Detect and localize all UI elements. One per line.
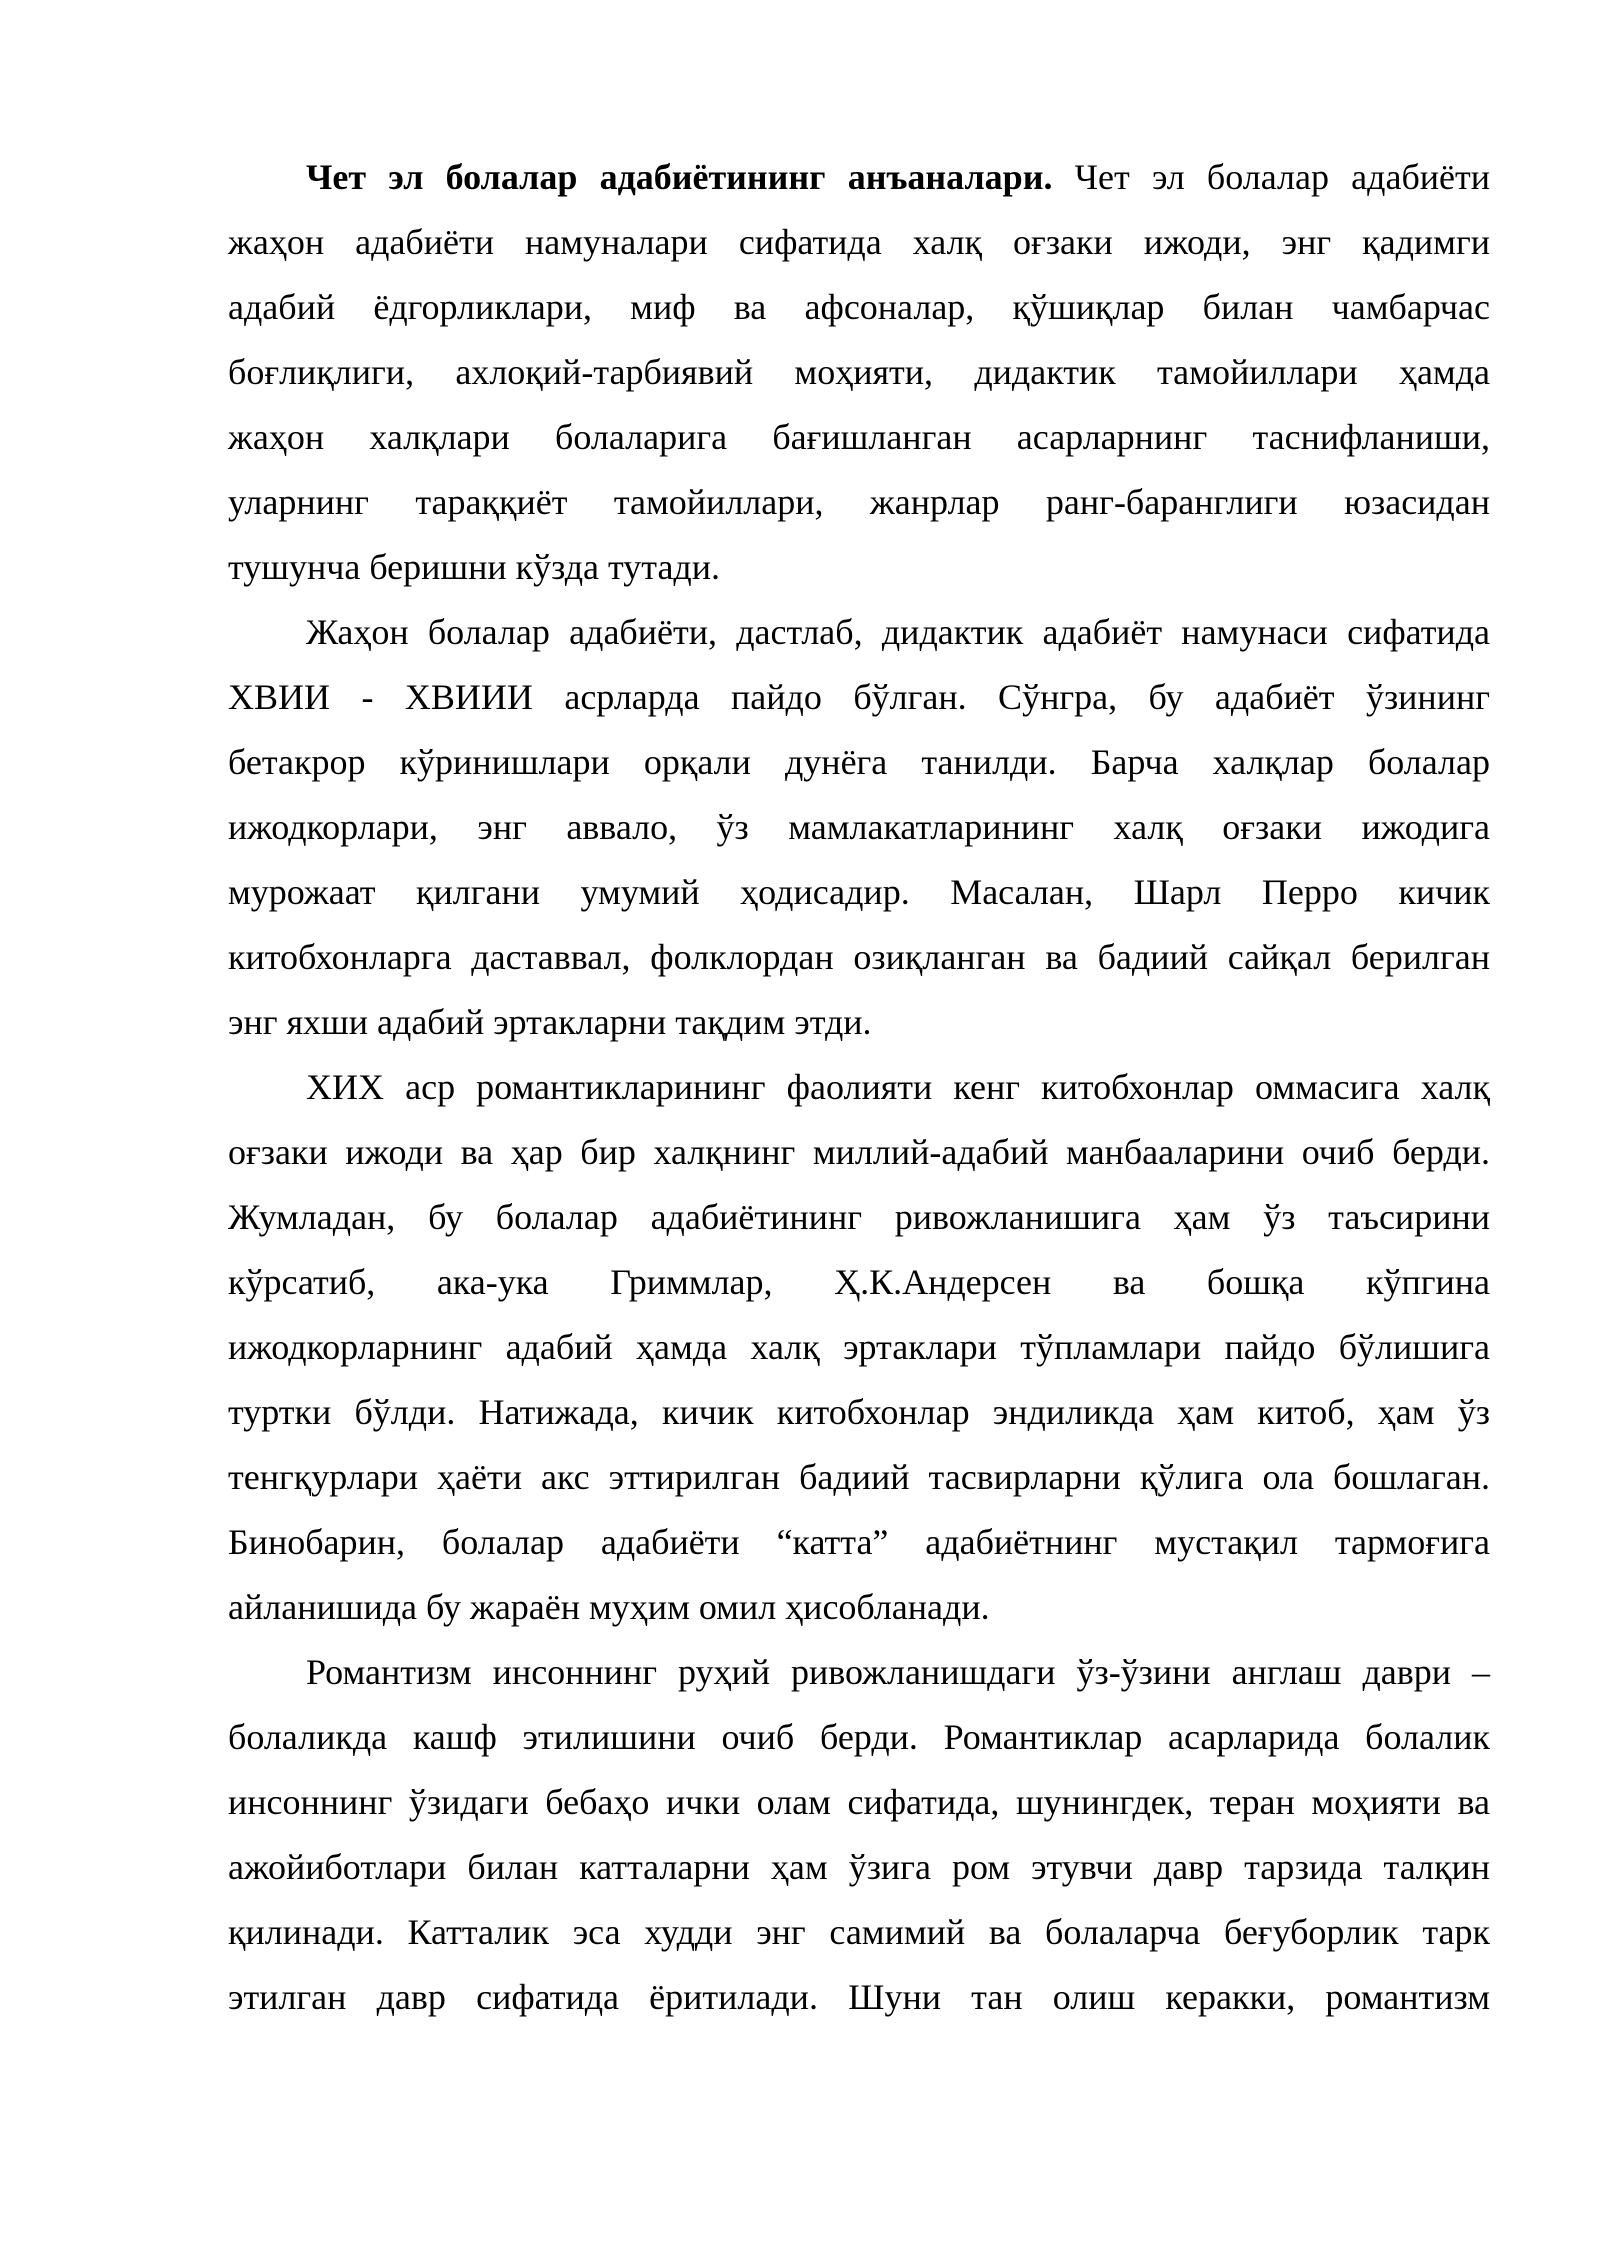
text-line: этилган давр сифатида ёритилади. Шуни тан олиш керакки, романтизм [228, 1977, 1490, 2017]
text-line: болаликда кашф этилишини очиб берди. Романтиклар асарларида болалик [228, 1717, 1490, 1757]
text-line: мурожаат қилгани умумий ҳодисадир. Масалан, Шарл Перро кичик [228, 872, 1490, 912]
text-line: Чет эл болалар адабиётининг анъаналари. Чет эл болалар адабиёти [306, 157, 1490, 197]
text-line: инсоннинг ўзидаги бебаҳо ички олам сифатида, шунингдек, теран моҳияти ва [228, 1782, 1490, 1822]
text-line: китобхонларга даставвал, фолклордан озиқланган ва бадиий сайқал берилган [228, 937, 1490, 977]
text-line: Романтизм инсоннинг руҳий ривожланишдаги ўз-ўзини англаш даври – [306, 1652, 1490, 1692]
text-line: жаҳон адабиёти намуналари сифатида халқ оғзаки ижоди, энг қадимги [228, 222, 1490, 262]
text-line: жаҳон халқлари болаларига бағишланган асарларнинг таснифланиши, [228, 417, 1490, 457]
text-line: ХИХ аср романтикларининг фаолияти кенг китобхонлар оммасига халқ [306, 1067, 1490, 1107]
text-line: боғлиқлиги, ахлоқий-тарбиявий моҳияти, дидактик тамойиллари ҳамда [228, 352, 1490, 392]
paragraph-lead-bold: Чет эл болалар адабиётининг анъаналари. [306, 157, 1053, 197]
text-line: тушунча беришни кўзда тутади. [228, 547, 721, 587]
text-line: уларнинг тараққиёт тамойиллари, жанрлар ранг-баранглиги юзасидан [228, 482, 1490, 522]
text-line: кўрсатиб, ака-ука Гриммлар, Ҳ.К.Андерсен ва бошқа кўпгина [228, 1262, 1490, 1302]
text-line: ижодкорлари, энг аввало, ўз мамлакатларининг халқ оғзаки ижодига [228, 807, 1490, 847]
text-line: айланишида бу жараён муҳим омил ҳисобланади. [228, 1587, 990, 1627]
text-line: ажойиботлари билан катталарни ҳам ўзига ром этувчи давр тарзида талқин [228, 1847, 1490, 1887]
text-line: Жумладан, бу болалар адабиётининг ривожланишига ҳам ўз таъсирини [228, 1197, 1490, 1237]
text-line: Бинобарин, болалар адабиёти “катта” адабиётнинг мустақил тармоғига [228, 1522, 1490, 1562]
text-line: адабий ёдгорликлари, миф ва афсоналар, қўшиқлар билан чамбарчас [228, 287, 1490, 327]
text-line: ижодкорларнинг адабий ҳамда халқ эртаклари тўпламлари пайдо бўлишига [228, 1327, 1490, 1367]
text-line: оғзаки ижоди ва ҳар бир халқнинг миллий-адабий манбааларини очиб берди. [228, 1132, 1490, 1172]
text-line: туртки бўлди. Натижада, кичик китобхонлар эндиликда ҳам китоб, ҳам ўз [228, 1392, 1490, 1432]
text-line: қилинади. Катталик эса худди энг самимий ва болаларча беғуборлик тарк [228, 1912, 1490, 1952]
document-body [228, 145, 1490, 2030]
text-line: энг яхши адабий эртакларни тақдим этди. [228, 1002, 872, 1042]
text-line: Жаҳон болалар адабиёти, дастлаб, дидактик адабиёт намунаси сифатида [306, 612, 1490, 652]
text-line: тенгқурлари ҳаёти акс эттирилган бадиий тасвирларни қўлига ола бошлаган. [228, 1457, 1490, 1497]
text-line: бетакрор кўринишлари орқали дунёга танилди. Барча халқлар болалар [228, 742, 1490, 782]
text-line: ХВИИ - ХВИИИ асрларда пайдо бўлган. Сўнгра, бу адабиёт ўзининг [228, 677, 1490, 717]
